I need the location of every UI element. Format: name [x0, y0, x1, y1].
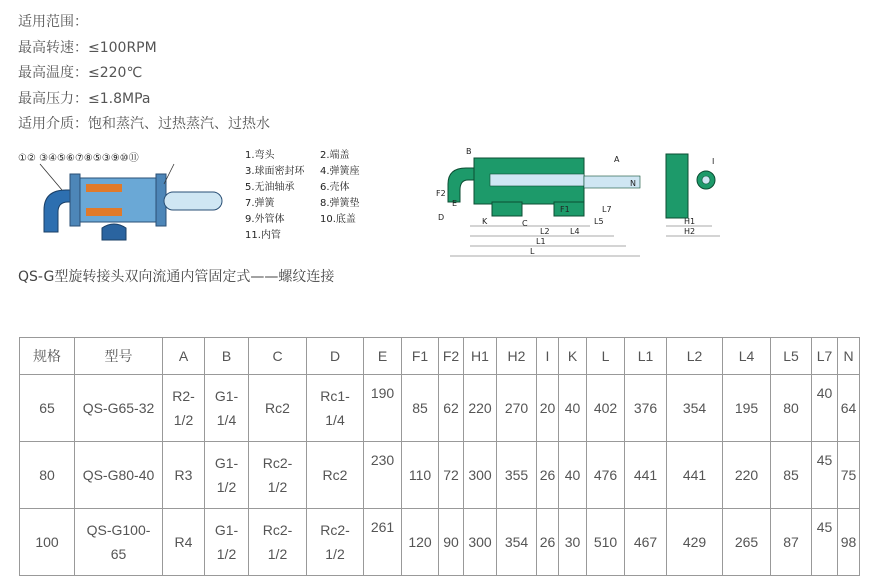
- table-cell: 85: [402, 375, 439, 442]
- table-row: [20, 509, 860, 576]
- dim-label-f2: F2: [436, 189, 446, 198]
- dim-label-b: B: [466, 147, 472, 156]
- spring-seal: [86, 184, 122, 192]
- table-cell: QS-G100- 65: [75, 509, 163, 576]
- elbow-shape: [448, 168, 476, 202]
- table-row: [20, 375, 860, 442]
- dim-label-i: I: [712, 157, 715, 166]
- table-cell: 87: [771, 509, 812, 576]
- column-header: L1: [625, 338, 667, 375]
- table-body: [20, 375, 860, 576]
- legend-row: 1.弯头 2.端盖: [245, 150, 350, 161]
- column-header: E: [364, 338, 402, 375]
- table-cell: Rc2: [249, 375, 307, 442]
- column-header: H1: [464, 338, 497, 375]
- table-cell: G1- 1/2: [205, 509, 249, 576]
- spec-list: [18, 10, 270, 138]
- table-cell: 110: [402, 442, 439, 509]
- table-cell: 476: [587, 442, 625, 509]
- dim-label-e: E: [452, 199, 458, 208]
- table-cell: 354: [667, 375, 723, 442]
- table-cell: 265: [723, 509, 771, 576]
- legend-row: 11.内管: [245, 230, 281, 241]
- table-header-row: [20, 338, 860, 375]
- dim-label-l2: L2: [540, 227, 550, 236]
- table-cell: 30: [559, 509, 587, 576]
- table-cell: 45: [812, 509, 838, 576]
- table-cell: 510: [587, 509, 625, 576]
- table-cell: QS-G65-32: [75, 375, 163, 442]
- spring-seal-low: [86, 208, 122, 216]
- table-cell: QS-G80-40: [75, 442, 163, 509]
- table-cell: G1- 1/4: [205, 375, 249, 442]
- table-cell: R2- 1/2: [163, 375, 205, 442]
- table-cell: 85: [771, 442, 812, 509]
- column-header: 规格: [20, 338, 75, 375]
- table-cell: 270: [497, 375, 537, 442]
- side-view-port-hole: [702, 176, 710, 184]
- table-cell: 195: [723, 375, 771, 442]
- table-cell: 80: [20, 442, 75, 509]
- table-cell: 40: [559, 442, 587, 509]
- callout-numbers: ①② ③④⑤⑥⑦⑧⑤③⑨⑩⑪: [18, 153, 139, 164]
- dim-label-l4: L4: [570, 227, 580, 236]
- table-cell: 80: [771, 375, 812, 442]
- dim-label-d: D: [438, 213, 445, 222]
- body-flange-left: [70, 174, 80, 226]
- table-cell: Rc2- 1/2: [249, 442, 307, 509]
- table-cell: 72: [439, 442, 464, 509]
- column-header: L7: [812, 338, 838, 375]
- table-cell: 64: [838, 375, 860, 442]
- column-header: L2: [667, 338, 723, 375]
- table-cell: 300: [464, 442, 497, 509]
- table-cell: 376: [625, 375, 667, 442]
- table-cell: 20: [537, 375, 559, 442]
- dim-label-a: A: [614, 155, 620, 164]
- table-cell: R3: [163, 442, 205, 509]
- column-header: L5: [771, 338, 812, 375]
- table-cell: 230: [364, 442, 402, 509]
- table-cell: 355: [497, 442, 537, 509]
- table-cell: 26: [537, 509, 559, 576]
- column-header: D: [307, 338, 364, 375]
- table-cell: 120: [402, 509, 439, 576]
- table-cell: Rc1- 1/4: [307, 375, 364, 442]
- column-header: L4: [723, 338, 771, 375]
- table-cell: 402: [587, 375, 625, 442]
- spec-max-pressure: 最高压力：≤1.8MPa: [18, 90, 151, 107]
- column-header: K: [559, 338, 587, 375]
- column-header: A: [163, 338, 205, 375]
- dimension-drawing: [430, 140, 850, 268]
- table-cell: 100: [20, 509, 75, 576]
- table-row: [20, 442, 860, 509]
- table-cell: 467: [625, 509, 667, 576]
- inner-channel: [490, 174, 584, 186]
- dim-label-k: K: [482, 217, 488, 226]
- table-cell: 26: [537, 442, 559, 509]
- dim-label-f1: F1: [560, 205, 570, 214]
- table-cell: 75: [838, 442, 860, 509]
- dim-label-c: C: [522, 219, 528, 228]
- dim-label-l: L: [530, 247, 535, 256]
- column-header: B: [205, 338, 249, 375]
- dim-label-h1: H1: [684, 217, 696, 226]
- product-caption: QS-G型旋转接头双向流通内管固定式——螺纹连接: [18, 269, 335, 285]
- table-cell: R4: [163, 509, 205, 576]
- table-cell: 261: [364, 509, 402, 576]
- legend-row: 3.球面密封环 4.弹簧座: [245, 166, 360, 177]
- column-header: N: [838, 338, 860, 375]
- table-cell: 45: [812, 442, 838, 509]
- spec-scope: 适用范围：: [18, 14, 88, 30]
- spec-table: [19, 337, 860, 576]
- column-header: F2: [439, 338, 464, 375]
- table-cell: Rc2- 1/2: [249, 509, 307, 576]
- table-cell: 98: [838, 509, 860, 576]
- legend-row: 5.无油轴承 6.壳体: [245, 182, 350, 193]
- dim-label-l5: L5: [594, 217, 604, 226]
- table-cell: Rc2- 1/2: [307, 509, 364, 576]
- spec-max-temp: 最高温度：≤220℃: [18, 65, 143, 81]
- column-header: 型号: [75, 338, 163, 375]
- column-header: H2: [497, 338, 537, 375]
- table-cell: 220: [464, 375, 497, 442]
- table-cell: 220: [723, 442, 771, 509]
- column-header: F1: [402, 338, 439, 375]
- table-cell: 441: [625, 442, 667, 509]
- dim-label-n: N: [630, 179, 636, 188]
- spec-medium: 适用介质：饱和蒸汽、过热蒸汽、过热水: [18, 116, 270, 132]
- legend-row: 9.外管体 10.底盖: [245, 214, 356, 225]
- side-view-body: [666, 154, 688, 218]
- part-legend: [245, 148, 395, 244]
- dim-label-l1: L1: [536, 237, 546, 246]
- table-cell: 40: [812, 375, 838, 442]
- table-cell: 441: [667, 442, 723, 509]
- table-cell: 300: [464, 509, 497, 576]
- column-header: C: [249, 338, 307, 375]
- table-cell: 62: [439, 375, 464, 442]
- legend-row: 7.弹簧 8.弹簧垫: [245, 198, 360, 209]
- dim-label-h2: H2: [684, 227, 696, 236]
- table-cell: G1- 1/2: [205, 442, 249, 509]
- spec-max-speed: 最高转速：≤100RPM: [18, 39, 157, 56]
- table-cell: 190: [364, 375, 402, 442]
- diagram-area: [0, 140, 895, 268]
- cross-section-drawing: [14, 140, 254, 268]
- table-cell: Rc2: [307, 442, 364, 509]
- leader-line: [40, 164, 62, 190]
- table-cell: 90: [439, 509, 464, 576]
- table-cell: 429: [667, 509, 723, 576]
- column-header: L: [587, 338, 625, 375]
- table-cell: 354: [497, 509, 537, 576]
- dim-label-l7: L7: [602, 205, 612, 214]
- outer-pipe: [164, 192, 222, 210]
- table-cell: 40: [559, 375, 587, 442]
- column-header: I: [537, 338, 559, 375]
- table-cell: 65: [20, 375, 75, 442]
- bottom-cover: [102, 224, 126, 240]
- base-flange: [492, 202, 522, 216]
